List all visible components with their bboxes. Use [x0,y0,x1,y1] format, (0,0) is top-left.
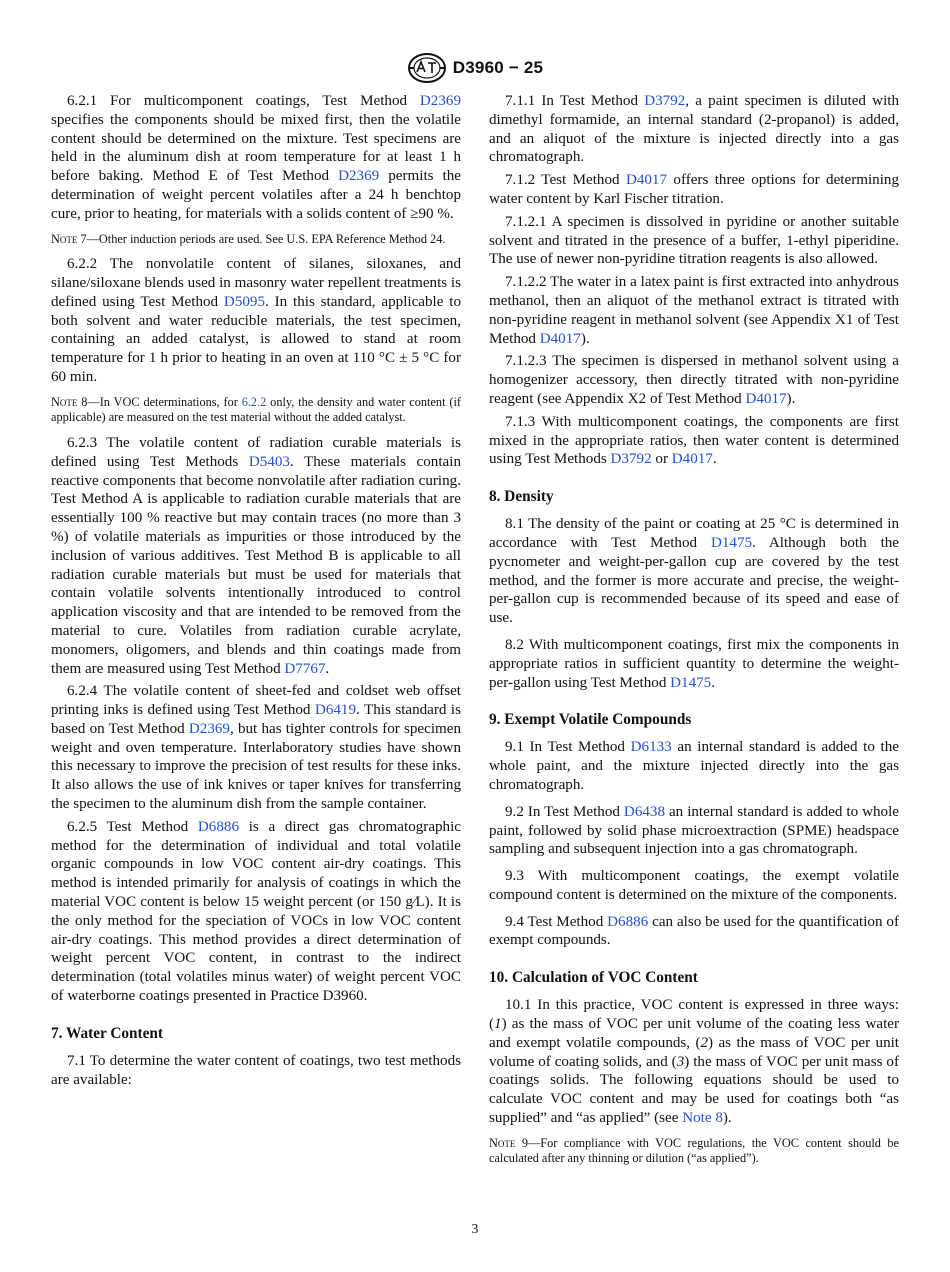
link-d2369[interactable]: D2369 [419,93,461,109]
right-column [489,92,899,1175]
link-d4017[interactable]: D4017 [745,390,787,407]
paragraph-9-1: 9.1 In Test Method D6133 an internal standard is added to the whole paint, and the mixture injected directly into the gas chromatograph. [489,739,899,793]
paragraph-7-1: 7.1 To determine the water content of coatings, two test methods are available: [51,1052,461,1088]
paragraph-7-1-2: 7.1.2 Test Method D4017 offers three options for determining water content by Karl Fischer titration. [489,172,899,207]
paragraph-7-1-2-1: 7.1.2.1 A specimen is dissolved in pyridine or another suitable solvent and titrated in the presence of a buffer, 1-ethyl piperidine. The use of newer non-pyridine titration reagents is also allowed. [489,213,899,268]
paragraph-7-1-2-2: 7.1.2.2 The water in a latex paint is first extracted into anhydrous methanol, then an aliquot of the methanol extract is titrated with non-pyridine reagent in methanol solvent (see Appendix X1 of Test Method D4017). [489,274,899,347]
section-heading-density: 8. Density [489,488,554,506]
link-note-8[interactable]: Note 8 [682,1110,723,1127]
paragraph-6-2-5: 6.2.5 Test Method D6886 is a direct gas chromatographic method for the determination of individual and total volatile organic compounds in low VOC content air-dry coatings. This method is intended primarily for analysis of coatings in which the material VOC content is below 15 weight percent (or 150 g⁄L). It is the only method for the speciation of VOCs in low VOC content air-dry coatings. This method provides a direct determination of weight percent VOC content, in contrast to the indirect determination (total volatiles minus water) of weight percent VOC of waterborne coatings presented in Practice D3960. [51,818,462,1005]
link-d2369[interactable]: D2369 [188,720,230,737]
paragraph-9-2: 9.2 In Test Method D6438 an internal standard is added to whole paint, followed by solid phase microextraction (SPME) headspace sampling and subsequent injection into a gas chromatograph. [489,803,899,858]
note-7: Note 7—Other induction periods are used. See U.S. EPA Reference Method 24. [51,231,446,246]
paragraph-6-2-3: 6.2.3 The volatile content of radiation curable materials is defined using Test Methods D5403. These materials contain reactive components that become nonvolatile after radiation curing. Test Method A is applicable to radiation curable materials that are essentially 100 % reactive but may contain traces (no more than 3 %) of volatile materials as impurities or those introduced by the inclusion of various additives. Test Method B is applicable to all radiation curable materials but must be used for materials that contain volatile solvents intentionally introduced to control application viscosity and that are intended to be removed from the material to cure. Volatiles from radiation curable acrylate, monomers, oligomers, and blends and thin coatings made from them are measured using Test Method D7767. [51,434,461,677]
link-d5095[interactable]: D5095 [223,293,266,310]
left-column [51,92,461,1093]
link-d4017[interactable]: D4017 [539,330,581,347]
link-d1475[interactable]: D1475 [670,674,712,691]
paragraph-7-1-2-3: 7.1.2.3 The specimen is dispersed in methanol solvent using a homogenizer accessory, then directly titrated with non-pyridine reagent (see Appendix X2 of Test Method D4017). [489,353,899,407]
paragraph-6-2-2: 6.2.2 The nonvolatile content of silanes, siloxanes, and silane/siloxane blends used in masonry water repellent treatments is defined using Test Method D5095. In this standard, applicable to both solvent and water reducible materials, the test specimen, containing an added catalyst, is allowed to stand at room temperature for 1 h prior to heating in an oven at 110 °C ± 5 °C for 60 min. [51,256,461,385]
link-d6438[interactable]: D6438 [623,803,666,820]
link-d5403[interactable]: D5403 [248,453,290,470]
note-8: Note 8—In VOC determinations, for 6.2.2 only, the density and water content (if applicable) are measured on the test material without the added catalyst. [51,394,461,425]
link-d3792[interactable]: D3792 [644,93,686,109]
link-d6419[interactable]: D6419 [314,702,357,719]
link-d2369[interactable]: D2369 [338,168,380,185]
paragraph-7-1-1: 7.1.1 In Test Method D3792, a paint specimen is diluted with dimethyl formamide, an internal standard (2-propanol) is added, and an aliquot of the mixture is injected directly into a gas chromatograph. [489,93,899,166]
link-d6133[interactable]: D6133 [630,739,672,756]
page-number: 3 [471,1221,479,1236]
note-9: Note 9—For compliance with VOC regulations, the VOC content should be calculated after any thinning or dilution (“as applied”). [489,1135,899,1166]
link-d4017[interactable]: D4017 [625,172,668,189]
link-d3792[interactable]: D3792 [610,451,652,468]
link-section-6-2-2[interactable]: 6.2.2 [241,394,267,409]
paragraph-9-3: 9.3 With multicomponent coatings, the exempt volatile compound content is determined on the mixture of the components. [489,868,899,903]
document-id: D3960 − 25 [452,58,544,77]
link-d4017[interactable]: D4017 [671,451,713,468]
link-d6886[interactable]: D6886 [197,818,239,835]
link-d7767[interactable]: D7767 [284,660,326,677]
page-header [0,52,950,89]
paragraph-8-2: 8.2 With multicomponent coatings, first mix the components in appropriate ratios in sufficient quantity to determine the weight-per-gallon using Test Method D1475. [489,636,899,691]
paragraph-10-1: 10.1 In this practice, VOC content is expressed in three ways: (1) as the mass of VOC per unit volume of the coating less water and exempt volatile compounds, (2) as the mass of VOC per unit volume of coating solids, and (3) the mass of VOC per unit mass of coatings solids. The following equations should be used to calculate VOC content and may be used for coatings both “as supplied” and “as applied” (see Note 8). [489,997,900,1127]
astm-logo-icon [407,52,447,84]
paragraph-6-2-4: 6.2.4 The volatile content of sheet-fed and coldset web offset printing inks is defined using Test Method D6419. This standard is based on Test Method D2369, but has tighter controls for specimen weight and oven temperature. Interlaboratory studies have shown this necessary to improve the precision of test results for these inks. It also allows the use of ink knives or taper knives for transferring the specimen to the aluminum dish from the sample container. [51,683,462,813]
paragraph-9-4: 9.4 Test Method D6886 can also be used for the quantification of exempt compounds. [489,913,899,949]
link-d6886[interactable]: D6886 [607,913,649,930]
link-d1475[interactable]: D1475 [710,534,753,551]
section-heading-calculation-of-voc-content: 10. Calculation of VOC Content [489,969,698,987]
paragraph-8-1: 8.1 The density of the paint or coating at 25 °C is determined in accordance with Test Method D1475. Although both the pycnometer and weight-per-gallon cup are covered by the test method, and the former is more accurate and precise, the weight-per-gallon cup is recommended because of its speed and ease of use. [489,516,900,627]
paragraph-7-1-3: 7.1.3 With multicomponent coatings, the components are first mixed in the appropriate ratios, then water content is determined using Test Methods D3792 or D4017. [489,413,899,468]
section-heading-exempt-volatile-compounds: 9. Exempt Volatile Compounds [489,711,692,729]
section-heading-water-content: 7. Water Content [51,1024,164,1042]
paragraph-6-2-1: 6.2.1 For multicomponent coatings, Test Method D2369 specifies the components should be mixed first, then the volatile content should be determined on the mixture. Test specimens are held in the aluminum dish at room temperature for at least 1 h before baking. Method E of Test Method D2369 permits the determination of weight percent volatiles after a 24 h benchtop cure, prior to heating, for materials with a solids content of ≥90 %. [51,93,461,222]
